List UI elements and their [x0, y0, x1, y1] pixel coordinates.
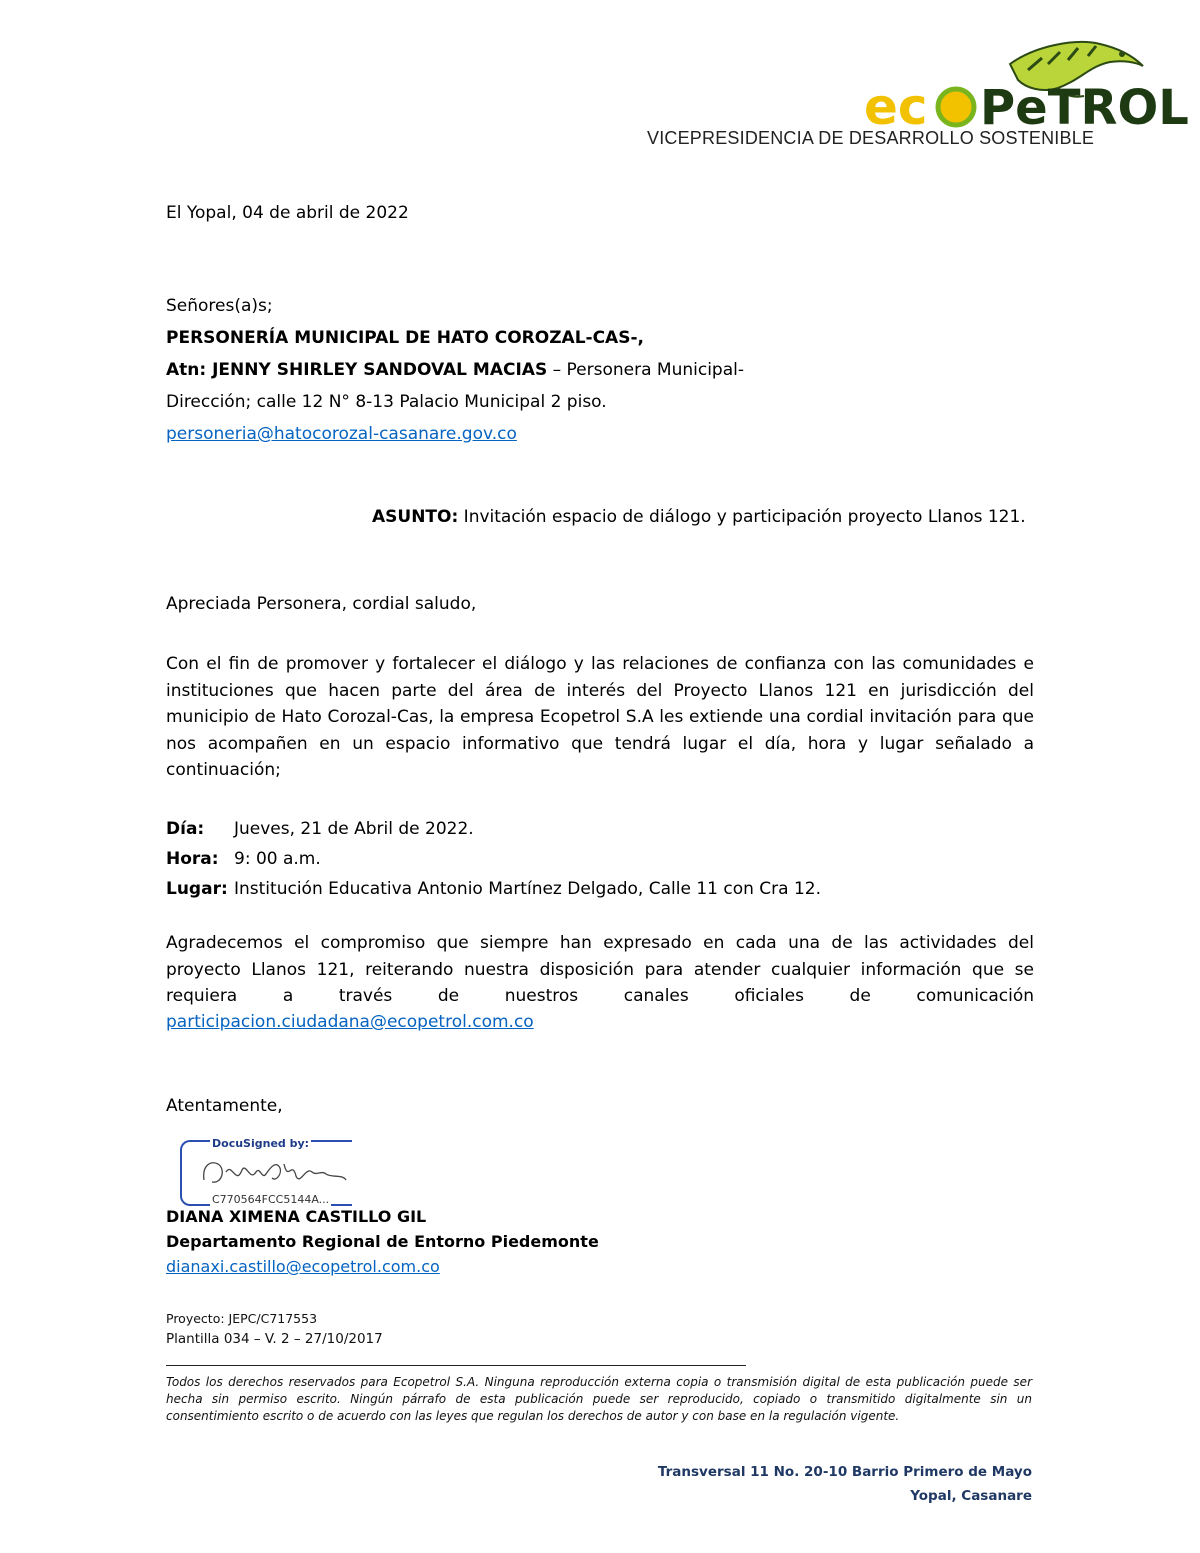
- svg-text:ec: ec: [864, 78, 928, 136]
- event-place-row: [166, 874, 821, 904]
- event-day-value: Jueves, 21 de Abril de 2022.: [234, 819, 474, 839]
- greeting: Apreciada Personera, cordial saludo,: [166, 594, 477, 614]
- salutation: Señores(a)s;: [166, 296, 273, 316]
- event-details: [166, 814, 821, 904]
- docusign-id: C770564FCC5144A...: [212, 1193, 330, 1206]
- handwritten-signature: [196, 1152, 356, 1196]
- signer-email-link[interactable]: dianaxi.castillo@ecopetrol.com.co: [166, 1257, 440, 1276]
- signer-block: [166, 1204, 599, 1279]
- attn-line: [166, 354, 744, 386]
- ecopetrol-logo: [860, 36, 1189, 136]
- event-day-label: Día:: [166, 819, 205, 839]
- subject-line: [372, 503, 1026, 531]
- signature-scribble: [196, 1152, 356, 1192]
- closing-paragraph: Agradecemos el compromiso que siempre han expresado en cada una de las actividades del proyecto Llanos 121, reiterando nuestra disposición para atender cualquier información que se requiera a través de nuestros canales oficiales de comunicación: [166, 933, 1034, 1006]
- attn-role: – Personera Municipal-: [547, 360, 744, 380]
- closing-email-link[interactable]: participacion.ciudadana@ecopetrol.com.co: [166, 1012, 534, 1032]
- legal-divider: [166, 1365, 746, 1366]
- template-version: Plantilla 034 – V. 2 – 27/10/2017: [166, 1331, 383, 1347]
- recipient-block: [166, 290, 744, 450]
- legal-notice: Todos los derechos reservados para Ecopetrol S.A. Ninguna reproducción externa copia o transmisión digital de esta publicación puede ser hecha sin permiso escrito. Ningún párrafo de esta publicación puede ser reproducido, copiado o transmitido digitalmente sin un consentimiento escrito o de acuerdo con las leyes que regulan los derechos de autor y con base en la regulación vigente.: [166, 1375, 1032, 1423]
- event-time-row: [166, 844, 821, 874]
- body-paragraph: Con el fin de promover y fortalecer el diálogo y las relaciones de confianza con las comunidades e instituciones que hacen parte del área de interés del Proyecto Llanos 121 en jurisdicción del municipio de Hato Corozal-Cas, la empresa Ecopetrol S.A les extiende una cordial invitación para que nos acompañen en un espacio informativo que tendrá lugar el día, hora y lugar señalado a continuación;: [166, 654, 1034, 780]
- svg-text:PeTROL: PeTROL: [980, 80, 1189, 136]
- header-subtitle: VICEPRESIDENCIA DE DESARROLLO SOSTENIBLE: [647, 128, 1095, 148]
- ecopetrol-logo-graphic: [860, 36, 1189, 136]
- event-place-label: Lugar:: [166, 879, 228, 899]
- signer-department: Departamento Regional de Entorno Piedemonte: [166, 1232, 599, 1251]
- signer-name: DIANA XIMENA CASTILLO GIL: [166, 1207, 427, 1226]
- footer-address: [658, 1460, 1032, 1508]
- recipient-address: Dirección; calle 12 N° 8-13 Palacio Municipal 2 piso.: [166, 392, 607, 412]
- event-place-value: Institución Educativa Antonio Martínez Delgado, Calle 11 con Cra 12.: [234, 879, 822, 899]
- subject-label: ASUNTO:: [372, 507, 459, 527]
- attn-name: Atn: JENNY SHIRLEY SANDOVAL MACIAS: [166, 360, 548, 380]
- document-meta: [166, 1308, 383, 1350]
- date-line: El Yopal, 04 de abril de 2022: [166, 203, 409, 223]
- recipient-org: PERSONERÍA MUNICIPAL DE HATO COROZAL-CAS-,: [166, 328, 644, 348]
- closing-email-line: [166, 1009, 534, 1035]
- project-code: Proyecto: JEPC/C717553: [166, 1311, 318, 1326]
- docusign-label: DocuSigned by:: [212, 1137, 310, 1150]
- sign-off: Atentamente,: [166, 1096, 283, 1116]
- footer-address-line1: Transversal 11 No. 20-10 Barrio Primero de Mayo: [657, 1464, 1032, 1480]
- recipient-email-link[interactable]: personeria@hatocorozal-casanare.gov.co: [166, 424, 517, 444]
- subject-text: Invitación espacio de diálogo y participación proyecto Llanos 121.: [458, 507, 1026, 527]
- event-time-label: Hora:: [166, 849, 219, 869]
- event-day-row: [166, 814, 821, 844]
- footer-address-line2: Yopal, Casanare: [910, 1488, 1032, 1504]
- event-time-value: 9: 00 a.m.: [234, 849, 321, 869]
